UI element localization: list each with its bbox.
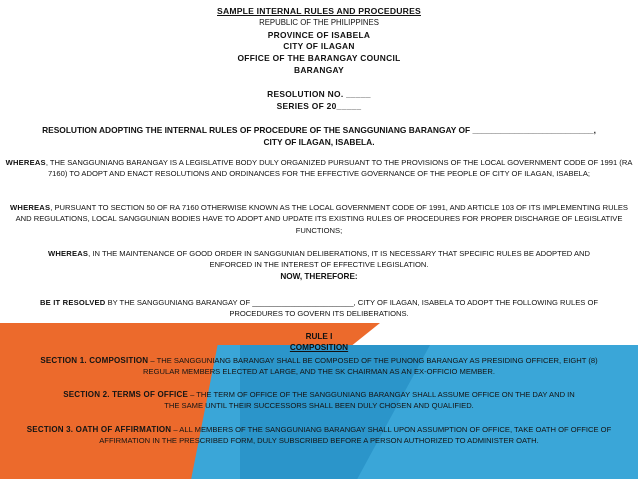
whereas-lead: WHEREAS [5, 158, 46, 167]
section-1 [40, 355, 598, 378]
rule-heading: RULE I [305, 332, 333, 341]
province-line: PROVINCE OF ISABELA [267, 30, 371, 40]
section-text: – ALL MEMBERS OF THE SANGGUNIANG BARANGAY SHALL UPON ASSUMPTION OF OFFICE, TAKE OATH OF OFFICE OF AFFIRMATION IN THE PRESCRIBED FORM, DULY SUBSCRIBED BEFORE A PERSON AUTHORIZED TO ADMINISTER OATH. [99, 425, 612, 446]
whereas-text: , PURSUANT TO SECTION 50 OF RA 7160 OTHERWISE KNOWN AS THE LOCAL GOVERNMENT CODE OF 1991, AND ARTICLE 103 OF ITS IMPLEMENTING RULES AND REGULATIONS, LOCAL SANGGUNIAN BODIES HAVE TO ADOPT AND UPDATE ITS EXISTING RULES OF PROCEDURES FOR PROPER DISCHARGE OF LEGISLATIVE FUNCTIONS; [15, 203, 628, 235]
whereas-paragraph-3 [30, 248, 608, 271]
rule-subheading: COMPOSITION [289, 343, 349, 352]
resolution-number: RESOLUTION NO. _____ [267, 89, 371, 99]
city-line: CITY OF ILAGAN [283, 41, 355, 51]
section-lead: SECTION 1. COMPOSITION [40, 356, 149, 365]
resolved-paragraph [30, 297, 608, 320]
whereas-text: , IN THE MAINTENANCE OF GOOD ORDER IN SANGGUNIAN DELIBERATIONS, IT IS NECESSARY THAT SPECIFIC RULES BE ADOPTED AND ENFORCED IN THE INTEREST OF EFFECTIVE LEGISLATION. [88, 249, 591, 270]
office-line: OFFICE OF THE BARANGAY COUNCIL [237, 53, 401, 63]
section-text: – THE TERM OF OFFICE OF THE SANGGUNIANG BARANGAY SHALL ASSUME OFFICE ON THE DAY AND IN THE SAME UNTIL THEIR SUCCESSORS SHALL BEEN DULY CHOSEN AND QUALIFIED. [164, 390, 575, 411]
barangay-line: BARANGAY [293, 65, 345, 75]
document-title: SAMPLE INTERNAL RULES AND PROCEDURES [217, 6, 421, 16]
resolved-text: BY THE SANGGUNIANG BARANGAY OF ________________________, CITY OF ILAGAN, ISABELA TO ADOPT THE FOLLOWING RULES OF PROCEDURES TO GOVERN ITS DELIBERATIONS. [105, 298, 599, 319]
whereas-paragraph-1 [4, 157, 634, 180]
section-lead: SECTION 3. OATH OF AFFIRMATION [26, 425, 172, 434]
whereas-paragraph-2 [4, 202, 634, 236]
whereas-text: , THE SANGGUNIANG BARANGAY IS A LEGISLATIVE BODY DULY ORGANIZED PURSUANT TO THE PROVISIONS OF THE LOCAL GOVERNMENT CODE OF 1991 (RA 7160) TO ADOPT AND ENACT RESOLUTIONS AND ORDINANCES FOR THE EFFECTIVE GOVERNANCE OF THE PEOPLE OF CITY OF ILAGAN, ISABELA; [45, 158, 633, 179]
resolved-lead: BE IT RESOLVED [39, 298, 106, 307]
whereas-lead: WHEREAS [47, 249, 89, 258]
section-text: – THE SANGGUNIANG BARANGAY SHALL BE COMPOSED OF THE PUNONG BARANGAY AS PRESIDING OFFICER, EIGHT (8) REGULAR MEMBERS ELECTED AT LARGE, AND THE SK CHAIRMAN AS AN EX-OFFICIO MEMBER. [143, 356, 598, 377]
section-3 [22, 424, 616, 447]
resolution-title: RESOLUTION ADOPTING THE INTERNAL RULES OF PROCEDURE OF THE SANGGUNIANG BARANGAY OF __________________________, CITY OF ILAGAN, ISABELA. [42, 125, 596, 147]
section-2 [60, 389, 578, 412]
republic-line: REPUBLIC OF THE PHILIPPINES [259, 18, 379, 27]
whereas-lead: WHEREAS [10, 203, 51, 212]
series-line: SERIES OF 20_____ [276, 101, 362, 111]
section-lead: SECTION 2. TERMS OF OFFICE [63, 390, 188, 399]
now-therefore-heading: NOW, THEREFORE: [280, 272, 358, 281]
